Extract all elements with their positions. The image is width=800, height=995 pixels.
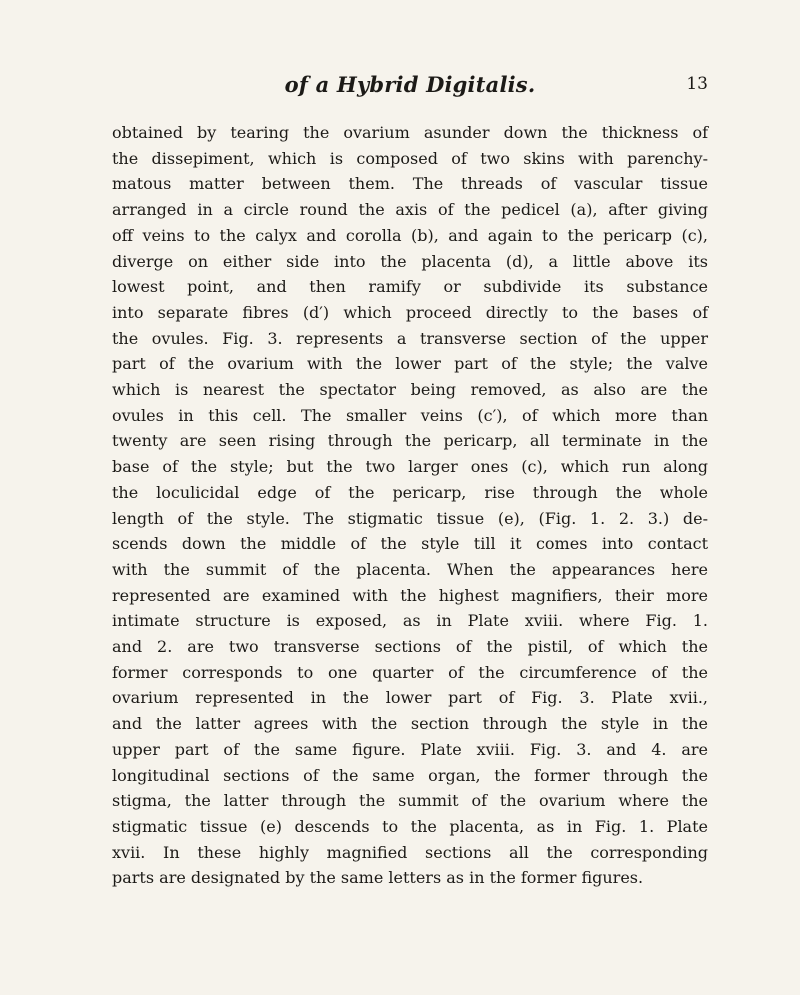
text-line: and 2. are two transverse sections of the pistil, of which the — [112, 637, 708, 657]
text-line: diverge on either side into the placenta (d), a little above its — [112, 251, 708, 271]
text-line: obtained by tearing the ovarium asunder down the thickness of — [112, 123, 708, 142]
text-line: former corresponds to one quarter of the circumference of the — [112, 662, 708, 682]
text-line-last: parts are designated by the same letters as in the former figures. — [112, 868, 644, 888]
text-line: with the summit of the placenta. When the appearances here — [112, 559, 708, 579]
text-line: the dissepiment, which is composed of two skins with parenchy- — [112, 148, 708, 168]
text-line: the loculicidal edge of the pericarp, rise through the whole — [112, 482, 708, 502]
text-line: off veins to the calyx and corolla (b), and again to the pericarp (c), — [112, 225, 708, 245]
text-line: base of the style; but the two larger ones (c), which run along — [112, 457, 708, 477]
text-line: longitudinal sections of the same organ, the former through the — [112, 765, 708, 785]
text-line: ovarium represented in the lower part of Fig. 3. Plate xvii., — [112, 688, 708, 708]
text-line: and the latter agrees with the section through the style in the — [112, 714, 708, 734]
text-line: scends down the middle of the style till it comes into contact — [112, 534, 708, 554]
text-line: represented are examined with the highest magnifiers, their more — [112, 585, 708, 605]
text-line: intimate structure is exposed, as in Plate xviii. where Fig. 1. — [112, 611, 708, 631]
page-number: 13 — [686, 74, 708, 94]
text-line: upper part of the same figure. Plate xviii. Fig. 3. and 4. are — [112, 739, 708, 759]
text-line: stigmatic tissue (e) descends to the placenta, as in Fig. 1. Plate — [112, 816, 708, 836]
text-line: length of the style. The stigmatic tissue (e), (Fig. 1. 2. 3.) de- — [112, 508, 708, 528]
text-line: lowest point, and then ramify or subdivide its substance — [112, 277, 708, 297]
text-line: ovules in this cell. The smaller veins (c′), of which more than — [112, 405, 708, 425]
text-line: stigma, the latter through the summit of the ovarium where the — [112, 791, 708, 811]
text-line: which is nearest the spectator being removed, as also are the — [112, 380, 708, 400]
running-title: of a Hybrid Digitalis. — [284, 72, 536, 97]
text-line: xvii. In these highly magnified sections all the corresponding — [112, 842, 708, 862]
text-line: part of the ovarium with the lower part of the style; the valve — [112, 354, 708, 374]
body-paragraph — [112, 120, 708, 891]
text-line: matous matter between them. The threads of vascular tissue — [112, 174, 708, 194]
running-head — [112, 72, 708, 98]
text-line: the ovules. Fig. 3. represents a transverse section of the upper — [112, 328, 708, 348]
text-line: twenty are seen rising through the pericarp, all terminate in the — [112, 431, 708, 451]
text-line: arranged in a circle round the axis of the pedicel (a), after giving — [112, 200, 708, 220]
text-line: into separate fibres (d′) which proceed directly to the bases of — [112, 302, 708, 322]
